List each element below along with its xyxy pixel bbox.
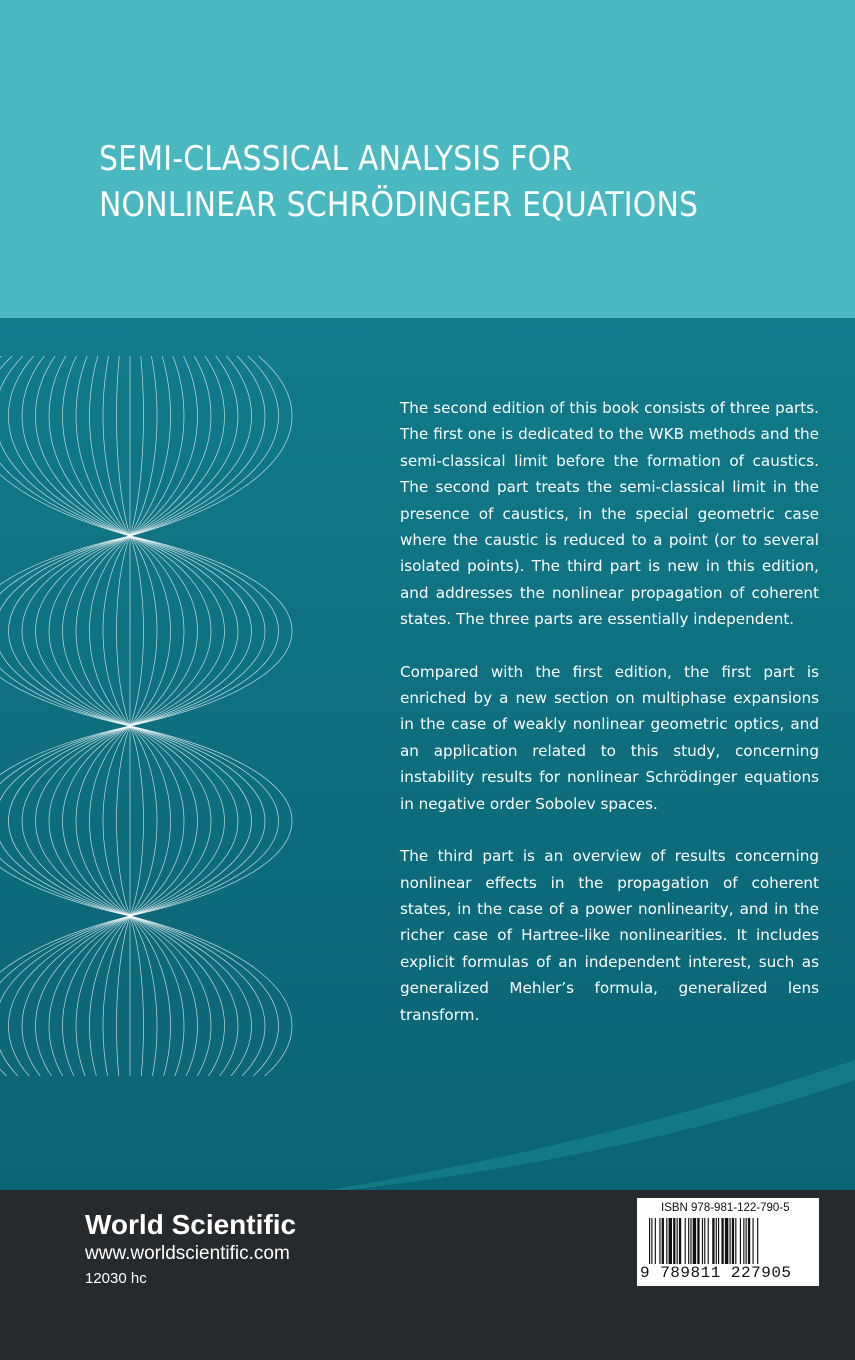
caustic-curve [0,726,130,916]
barcode-bar [704,1218,705,1264]
barcode-bar [649,1218,650,1264]
barcode-bar [746,1218,747,1264]
barcode-panel [637,1198,819,1286]
caustic-curve [130,536,252,726]
caustic-curve [130,356,279,536]
barcode-bar [662,1218,664,1264]
caustic-curve [103,356,130,536]
caustic-curve [130,356,265,536]
book-title-line-1: SEMI-CLASSICAL ANALYSIS FOR [99,139,573,179]
caustic-curve [130,916,184,1076]
caustic-curve [0,916,130,1076]
caustic-curve [0,536,130,726]
caustic-point [128,534,132,538]
caustic-curve [9,536,131,726]
caustic-curve [130,536,144,726]
barcode-bar [735,1218,736,1264]
product-code: 12030 hc [85,1270,147,1287]
caustic-curve [0,536,130,726]
caustic-curve [76,356,130,536]
caustic-curve [22,916,130,1076]
caustic-curve [130,916,225,1076]
caustic-curve [130,726,198,916]
barcode-bar [655,1218,656,1264]
caustic-curve [0,536,130,726]
caustic-curve [0,916,130,1076]
caustic-curve [0,356,130,536]
barcode-bar [697,1218,699,1264]
caustic-curve [63,356,131,536]
caustic-curve [117,356,131,536]
caustic-curve [130,356,157,536]
barcode-bar [708,1218,709,1264]
caustic-curve [0,356,130,536]
description-paragraph-1: The second edition of this book consists of three parts. The first one is dedicated to the WKB methods and the semi-classical limit before the formation of caustics. The second part treats the semi-classical limit in the presence of caustics, in the special geometric case where the caustic is reduced to a point (or to several isolated points). The third part is new in this edition, and addresses the nonlinear propagation of coherent states. The three parts are essentially independent. [400,399,819,629]
barcode-bar [659,1218,660,1264]
caustic-curve [117,916,131,1076]
caustic-curve [130,726,144,916]
caustic-curve [130,356,184,536]
caustic-curve [130,726,171,916]
caustic-curve [36,356,131,536]
caustic-curve [9,356,131,536]
barcode-bar [716,1218,717,1264]
barcode-bar [702,1218,703,1264]
caustic-curve [0,916,130,1076]
barcode-bar [666,1218,667,1264]
caustic-curve [22,356,130,536]
caustic-curve [36,916,131,1076]
caustic-curve [130,536,279,726]
caustic-curve [130,726,252,916]
barcode-bar [693,1218,696,1264]
caustic-curve [36,536,131,726]
book-title-line-2: NONLINEAR SCHRÖDINGER EQUATIONS [99,185,699,225]
caustic-curve [130,356,144,536]
barcode-bar [740,1218,741,1264]
caustic-curve [0,726,130,916]
caustic-curve [76,916,130,1076]
caustic-curve [0,726,130,916]
book-title [99,136,750,228]
caustic-curve [130,536,171,726]
caustic-curve [130,916,238,1076]
barcode-bar [669,1218,672,1264]
caustic-point [128,914,132,918]
caustic-curve [130,356,198,536]
description-paragraph-3: The third part is an overview of results concerning nonlinear effects in the propagation of coherent states, in the case of a power nonlinearity, and in the richer case of Hartree-like nonlinearities. It includes explicit formulas of an independent interest, such as generalized Mehler’s formula, generalized lens transform. [400,847,819,1024]
barcode-bar [721,1218,723,1264]
barcode-bar [748,1218,750,1264]
publisher-website: www.worldscientific.com [85,1243,290,1264]
barcode-bar [725,1218,728,1264]
caustic-wave-artwork [0,356,360,1076]
caustic-point [128,724,132,728]
caustic-curve [130,356,252,536]
barcode-bar [712,1218,714,1264]
barcode-bar [732,1218,734,1264]
caustic-curve [90,536,131,726]
caustic-curve [130,356,292,536]
caustic-curve [117,726,131,916]
caustic-curve [90,726,131,916]
caustic-curve [103,916,130,1076]
barcode-digits: 9 789811 227905 [640,1264,792,1282]
barcode-bar [757,1218,758,1264]
caustic-curve [130,916,144,1076]
caustic-curve [63,916,131,1076]
barcode-bar [679,1218,681,1264]
caustic-curve [130,536,225,726]
barcode-bar [730,1218,731,1264]
barcode-bar [677,1218,678,1264]
barcode-bar [685,1218,686,1264]
caustic-curve [130,726,279,916]
barcode-bar [718,1218,719,1264]
barcode-bar [753,1218,754,1264]
caustic-curve [130,726,225,916]
caustic-curve [0,356,130,536]
caustic-curve [130,356,238,536]
caustic-curve [130,916,157,1076]
caustic-curve [36,726,131,916]
barcode-bar [673,1218,675,1264]
barcode-bar [690,1218,691,1264]
caustic-curve [63,726,131,916]
book-description [400,395,819,1054]
isbn-label: ISBN 978-981-122-790-5 [661,1202,790,1214]
description-paragraph-2: Compared with the first edition, the first part is enriched by a new section on multiphase expansions in the case of weakly nonlinear geometric optics, and an application related to this study, concerning instability results for nonlinear Schrödinger equations in negative order Sobolev spaces. [400,662,819,813]
caustic-curve [130,356,225,536]
caustic-curve [9,726,131,916]
caustic-curve [63,536,131,726]
caustic-curve [130,916,198,1076]
barcode-bar [743,1218,744,1264]
barcode-bar [651,1218,652,1264]
barcode-bar [688,1218,689,1264]
publisher-name: World Scientific [85,1209,297,1240]
barcode [649,1218,807,1264]
caustic-curve [117,536,131,726]
caustic-curve [130,536,198,726]
